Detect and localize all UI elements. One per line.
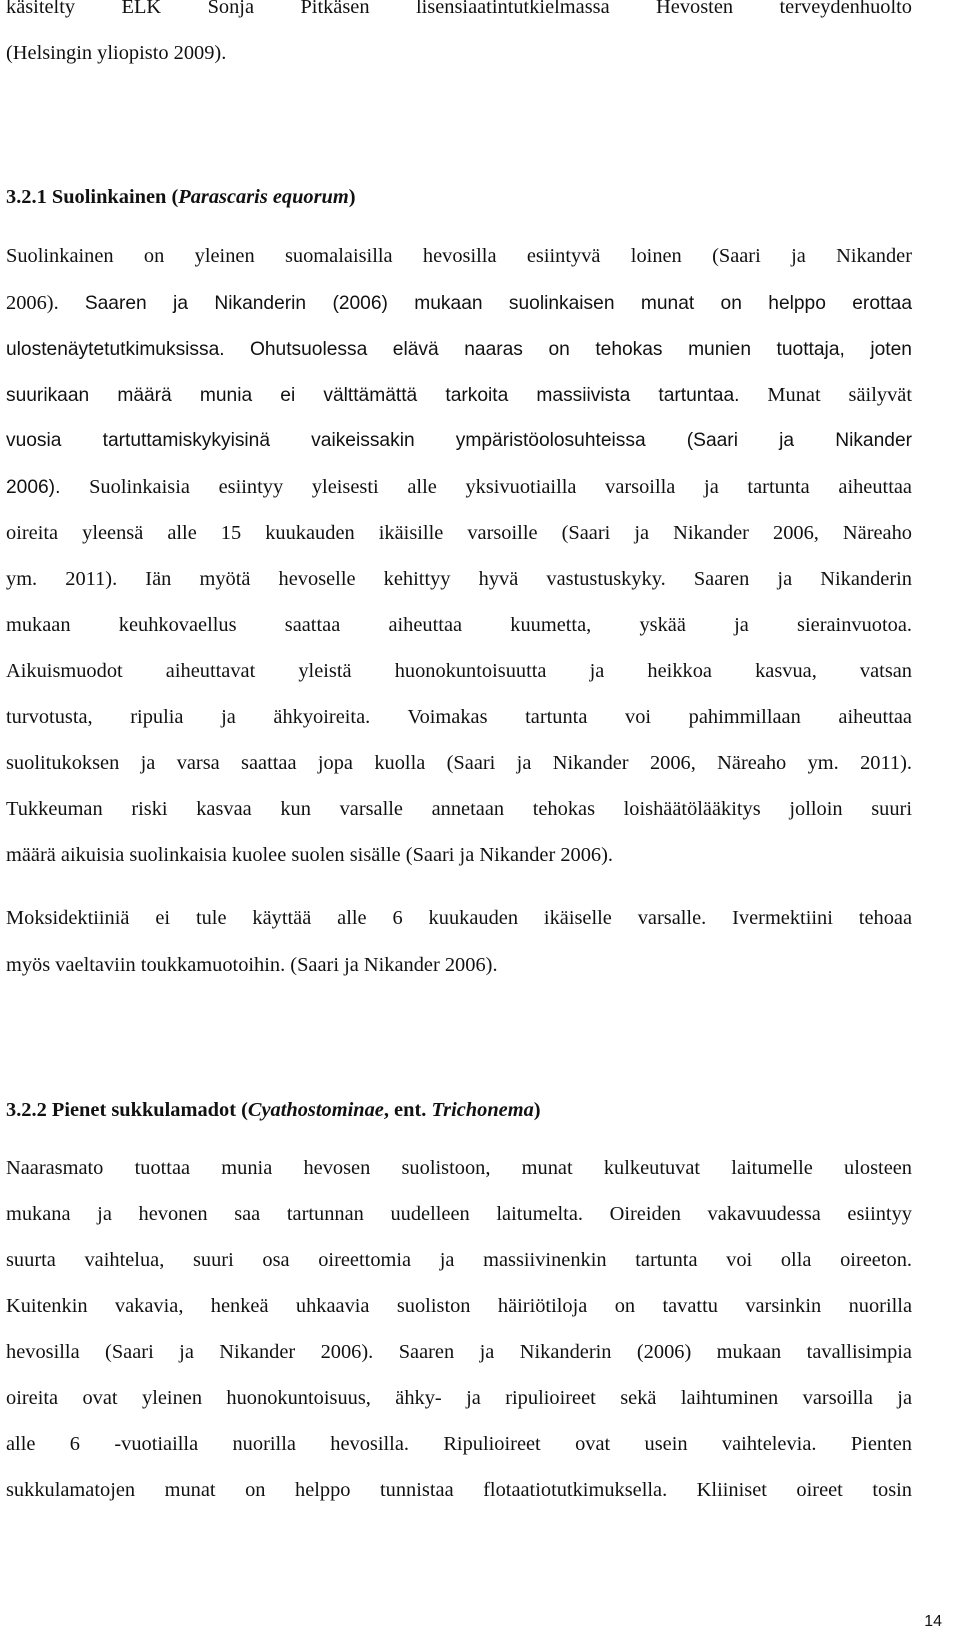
section-heading: 3.2.2 Pienet sukkulamadot (Cyathostominae, ent. Trichonema) <box>6 1099 541 1121</box>
text-line: mukaan keuhkovaellus saattaa aiheuttaa kuumetta, yskää ja sierainvuotoa. <box>6 614 912 636</box>
text-line: alle 6 -vuotiailla nuorilla hevosilla. Ripulioireet ovat usein vaihtelevia. Pienten <box>6 1433 912 1455</box>
text-line: vuosia tartuttamiskykyisinä vaikeissakin ympäristöolosuhteissa (Saari ja Nikander <box>6 430 912 451</box>
text-line: suurikaan määrä munia ei välttämättä tarkoita massiivista tartuntaa. Munat säilyvät <box>6 384 912 406</box>
text-line: ym. 2011). Iän myötä hevoselle kehittyy hyvä vastustuskyky. Saaren ja Nikanderin <box>6 568 912 590</box>
text-line: sukkulamatojen munat on helppo tunnistaa flotaatiotutkimuksella. Kliiniset oireet tosin <box>6 1479 912 1501</box>
text-line: Aikuismuodot aiheuttavat yleistä huonokuntoisuutta ja heikkoa kasvua, vatsan <box>6 660 912 682</box>
section-heading: 3.2.1 Suolinkainen (Parascaris equorum) <box>6 186 356 208</box>
text-line: 2006). Suolinkaisia esiintyy yleisesti alle yksivuotiailla varsoilla ja tartunta aiheuttaa <box>6 476 912 498</box>
text-line: myös vaeltaviin toukkamuotoihin. (Saari ja Nikander 2006). <box>6 954 498 976</box>
text-line: suolitukoksen ja varsa saattaa jopa kuolla (Saari ja Nikander 2006, Näreaho ym. 2011). <box>6 752 912 774</box>
text-line: hevosilla (Saari ja Nikander 2006). Saaren ja Nikanderin (2006) mukaan tavallisimpia <box>6 1341 912 1363</box>
text-line: oireita yleensä alle 15 kuukauden ikäisille varsoille (Saari ja Nikander 2006, Näreaho <box>6 522 912 544</box>
text-line: Tukkeuman riski kasvaa kun varsalle annetaan tehokas loishäätölääkitys jolloin suuri <box>6 798 912 820</box>
text-line: 2006). Saaren ja Nikanderin (2006) mukaan suolinkaisen munat on helppo erottaa <box>6 292 912 314</box>
page-number: 14 <box>924 1613 942 1630</box>
text-line: suurta vaihtelua, suuri osa oireettomia ja massiivinenkin tartunta voi olla oireeton. <box>6 1249 912 1271</box>
text-line: mukana ja hevonen saa tartunnan uudelleen laitumelta. Oireiden vakavuudessa esiintyy <box>6 1203 912 1225</box>
text-line: ulostenäytetutkimuksissa. Ohutsuolessa elävä naaras on tehokas munien tuottaja, joten <box>6 339 912 360</box>
text-line: oireita ovat yleinen huonokuntoisuus, ähky- ja ripulioireet sekä laihtuminen varsoilla ja <box>6 1387 912 1409</box>
text-line: käsitelty ELK Sonja Pitkäsen lisensiaatintutkielmassa Hevosten terveydenhuolto <box>6 0 912 18</box>
text-line: Moksidektiiniä ei tule käyttää alle 6 kuukauden ikäiselle varsalle. Ivermektiini tehoaa <box>6 907 912 929</box>
text-line: määrä aikuisia suolinkaisia kuolee suolen sisälle (Saari ja Nikander 2006). <box>6 844 614 866</box>
text-line: Suolinkainen on yleinen suomalaisilla hevosilla esiintyvä loinen (Saari ja Nikander <box>6 245 912 267</box>
text-line: turvotusta, ripulia ja ähkyoireita. Voimakas tartunta voi pahimmillaan aiheuttaa <box>6 706 912 728</box>
text-line: (Helsingin yliopisto 2009). <box>6 42 227 64</box>
text-line: Kuitenkin vakavia, henkeä uhkaavia suoliston häiriötiloja on tavattu varsinkin nuorilla <box>6 1295 912 1317</box>
text-line: Naarasmato tuottaa munia hevosen suolistoon, munat kulkeutuvat laitumelle ulosteen <box>6 1157 912 1179</box>
